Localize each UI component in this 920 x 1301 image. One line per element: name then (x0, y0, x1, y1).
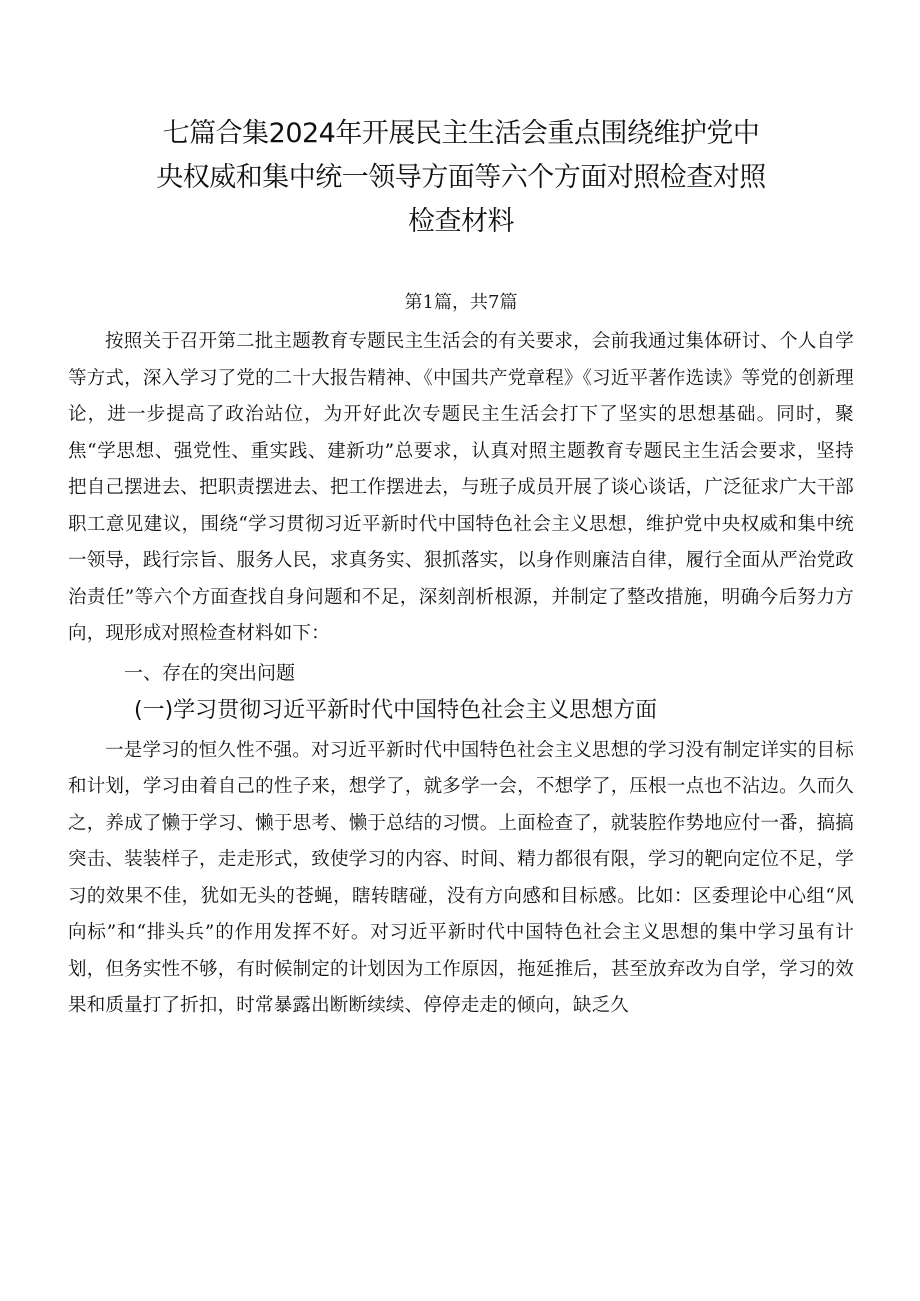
title-line-1: 七篇合集2024年开展民主生活会重点围绕维护党中 (162, 118, 760, 149)
body-paragraph: 一是学习的恒久性不强。对习近平新时代中国特色社会主义思想的学习没有制定详实的目标和计划，学习由着自己的性子来，想学了，就多学一会，不想学了，压根一点也不沾边。久而久之，养成了懒于学习、懒于思考、懒于总结的习惯。上面检查了，就装腔作势地应付一番，搞搞突击、装装样子，走走形式，致使学习的内容、时间、精力都很有限，学习的靶向定位不足，学习的效果不佳，犹如无头的苍蝇，瞎转瞎碰，没有方向感和目标感。比如：区委理论中心组“风向标”和“排头兵”的作用发挥不好。对习近平新时代中国特色社会主义思想的集中学习虽有计划，但务实性不够，有时候制定的计划因为工作原因，拖延推后，甚至放弃改为自学，学习的效果和质量打了折扣，时常暴露出断断续续、停停走走的倾向，缺乏久 (68, 739, 854, 1016)
subsection-heading: (一)学习贯彻习近平新时代中国特色社会主义思想方面 (134, 697, 658, 723)
section-heading: 一、存在的突出问题 (124, 661, 296, 684)
part-indicator: 第1篇，共7篇 (404, 292, 518, 313)
document-title (68, 0, 854, 244)
title-line-2: 央权威和集中统一领导方面等六个方面对照检查对照 (156, 162, 766, 193)
title-line-3: 检查材料 (408, 206, 514, 237)
intro-paragraph: 按照关于召开第二批主题教育专题民主生活会的有关要求，会前我通过集体研讨、个人自学等方式，深入学习了党的二十大报告精神、《中国共产党章程》《习近平著作选读》等党的创新理论，进一步提高了政治站位，为开好此次专题民主生活会打下了坚实的思想基础。同时，聚焦“学思想、强党性、重实践、建新功”总要求，认真对照主题教育专题民主生活会要求，坚持把自己摆进去、把职责摆进去、把工作摆进去，与班子成员开展了谈心谈话，广泛征求广大干部职工意见建议，围绕“学习贯彻习近平新时代中国特色社会主义思想，维护党中央权威和集中统一领导，践行宗旨、服务人民，求真务实、狠抓落实，以身作则廉洁自律，履行全面从严治党政治责任”等六个方面查找自身问题和不足，深刻剖析根源，并制定了整改措施，明确今后努力方向，现形成对照检查材料如下： (68, 331, 854, 644)
